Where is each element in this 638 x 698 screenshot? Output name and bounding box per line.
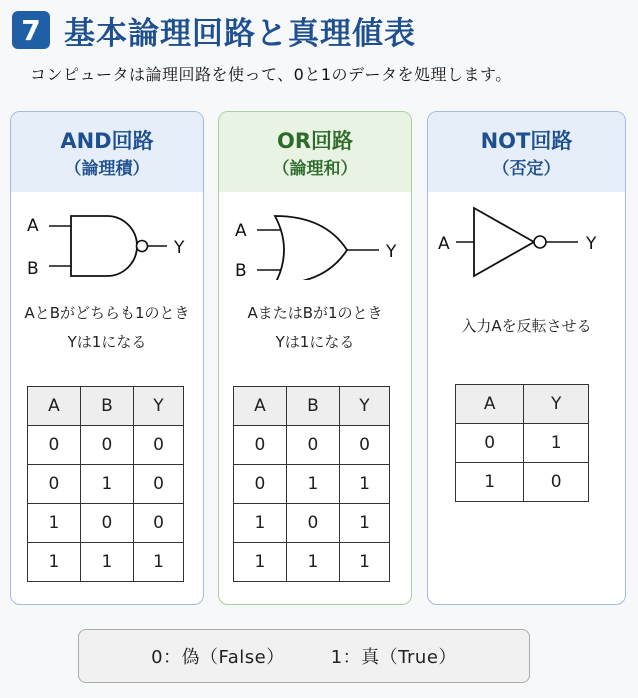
table-header-cell: Y <box>524 385 589 424</box>
table-header-cell: A <box>456 385 524 424</box>
table-header-cell: Y <box>133 387 183 426</box>
not-truth-table <box>455 384 589 502</box>
and-description <box>11 299 203 357</box>
and-input-b-label: B <box>27 259 39 279</box>
table-cell: 0 <box>28 426 81 465</box>
table-row <box>234 465 390 504</box>
and-truth-table <box>27 386 184 582</box>
or-card-subtitle: （論理和） <box>272 159 358 179</box>
or-input-a-label: A <box>235 221 247 241</box>
table-cell: 1 <box>286 543 339 582</box>
not-card-header <box>428 112 625 192</box>
or-truth-table <box>233 386 390 582</box>
and-gate-symbol <box>11 200 204 280</box>
table-cell: 1 <box>234 543 287 582</box>
not-gate-card <box>427 111 626 605</box>
not-description <box>428 312 625 341</box>
table-header-cell: B <box>286 387 339 426</box>
table-cell: 0 <box>234 465 287 504</box>
value-legend <box>78 629 530 683</box>
legend-false-text: 0：偽（False） <box>151 647 285 668</box>
not-desc-line1: 入力Aを反転させる <box>461 317 592 335</box>
table-cell: 1 <box>80 543 133 582</box>
or-description <box>219 299 411 357</box>
and-card-title: AND回路 <box>60 129 154 153</box>
table-cell: 1 <box>234 504 287 543</box>
table-header-cell: B <box>80 387 133 426</box>
table-cell: 0 <box>456 424 524 463</box>
section-number-badge: 7 <box>12 11 50 49</box>
or-card-title: OR回路 <box>276 129 354 153</box>
not-card-title: NOT回路 <box>480 129 573 153</box>
table-cell: 0 <box>286 426 339 465</box>
page-title: 基本論理回路と真理値表 <box>64 15 416 52</box>
table-cell: 1 <box>28 543 81 582</box>
table-cell: 1 <box>524 424 589 463</box>
not-input-a-label: A <box>438 234 450 254</box>
table-cell: 0 <box>286 504 339 543</box>
and-desc-line2: Yは1になる <box>67 333 147 351</box>
table-row <box>28 426 184 465</box>
page-header <box>12 10 416 50</box>
table-header-cell: Y <box>339 387 389 426</box>
table-row <box>28 504 184 543</box>
or-output-y-label: Y <box>386 242 397 262</box>
table-cell: 0 <box>524 463 589 502</box>
table-cell: 1 <box>456 463 524 502</box>
table-row <box>456 463 589 502</box>
or-gate-card <box>218 111 412 605</box>
table-cell: 1 <box>28 504 81 543</box>
or-desc-line2: Yは1になる <box>275 333 355 351</box>
table-cell: 1 <box>133 543 183 582</box>
and-input-a-label: A <box>27 216 39 236</box>
or-input-b-label: B <box>235 261 247 280</box>
table-row <box>234 426 390 465</box>
table-row <box>456 424 589 463</box>
or-desc-line1: AまたはBが1のとき <box>247 304 383 322</box>
table-cell: 0 <box>234 426 287 465</box>
table-cell: 0 <box>133 504 183 543</box>
or-card-header <box>219 112 411 192</box>
table-cell: 1 <box>339 543 389 582</box>
table-row <box>234 543 390 582</box>
table-row <box>234 504 390 543</box>
table-row <box>28 543 184 582</box>
and-gate-card <box>10 111 204 605</box>
and-card-subtitle: （論理積） <box>64 159 150 179</box>
legend-true-text: 1：真（True） <box>330 647 457 668</box>
table-cell: 0 <box>80 426 133 465</box>
or-gate-symbol <box>219 200 412 280</box>
not-card-subtitle: （否定） <box>492 159 561 179</box>
table-cell: 0 <box>133 465 183 504</box>
table-cell: 1 <box>339 504 389 543</box>
table-cell: 0 <box>28 465 81 504</box>
table-cell: 0 <box>133 426 183 465</box>
table-row <box>28 465 184 504</box>
table-header-cell: A <box>28 387 81 426</box>
table-cell: 0 <box>339 426 389 465</box>
table-header-cell: A <box>234 387 287 426</box>
table-cell: 0 <box>80 504 133 543</box>
not-output-y-label: Y <box>586 234 597 254</box>
table-cell: 1 <box>286 465 339 504</box>
table-cell: 1 <box>339 465 389 504</box>
and-desc-line1: AとBがどちらも1のとき <box>24 304 190 322</box>
page-subtitle: コンピュータは論理回路を使って、0と1のデータを処理します。 <box>30 65 512 84</box>
and-card-header <box>11 112 203 192</box>
table-cell: 1 <box>80 465 133 504</box>
not-gate-symbol <box>428 200 626 280</box>
and-output-y-label: Y <box>174 238 185 258</box>
